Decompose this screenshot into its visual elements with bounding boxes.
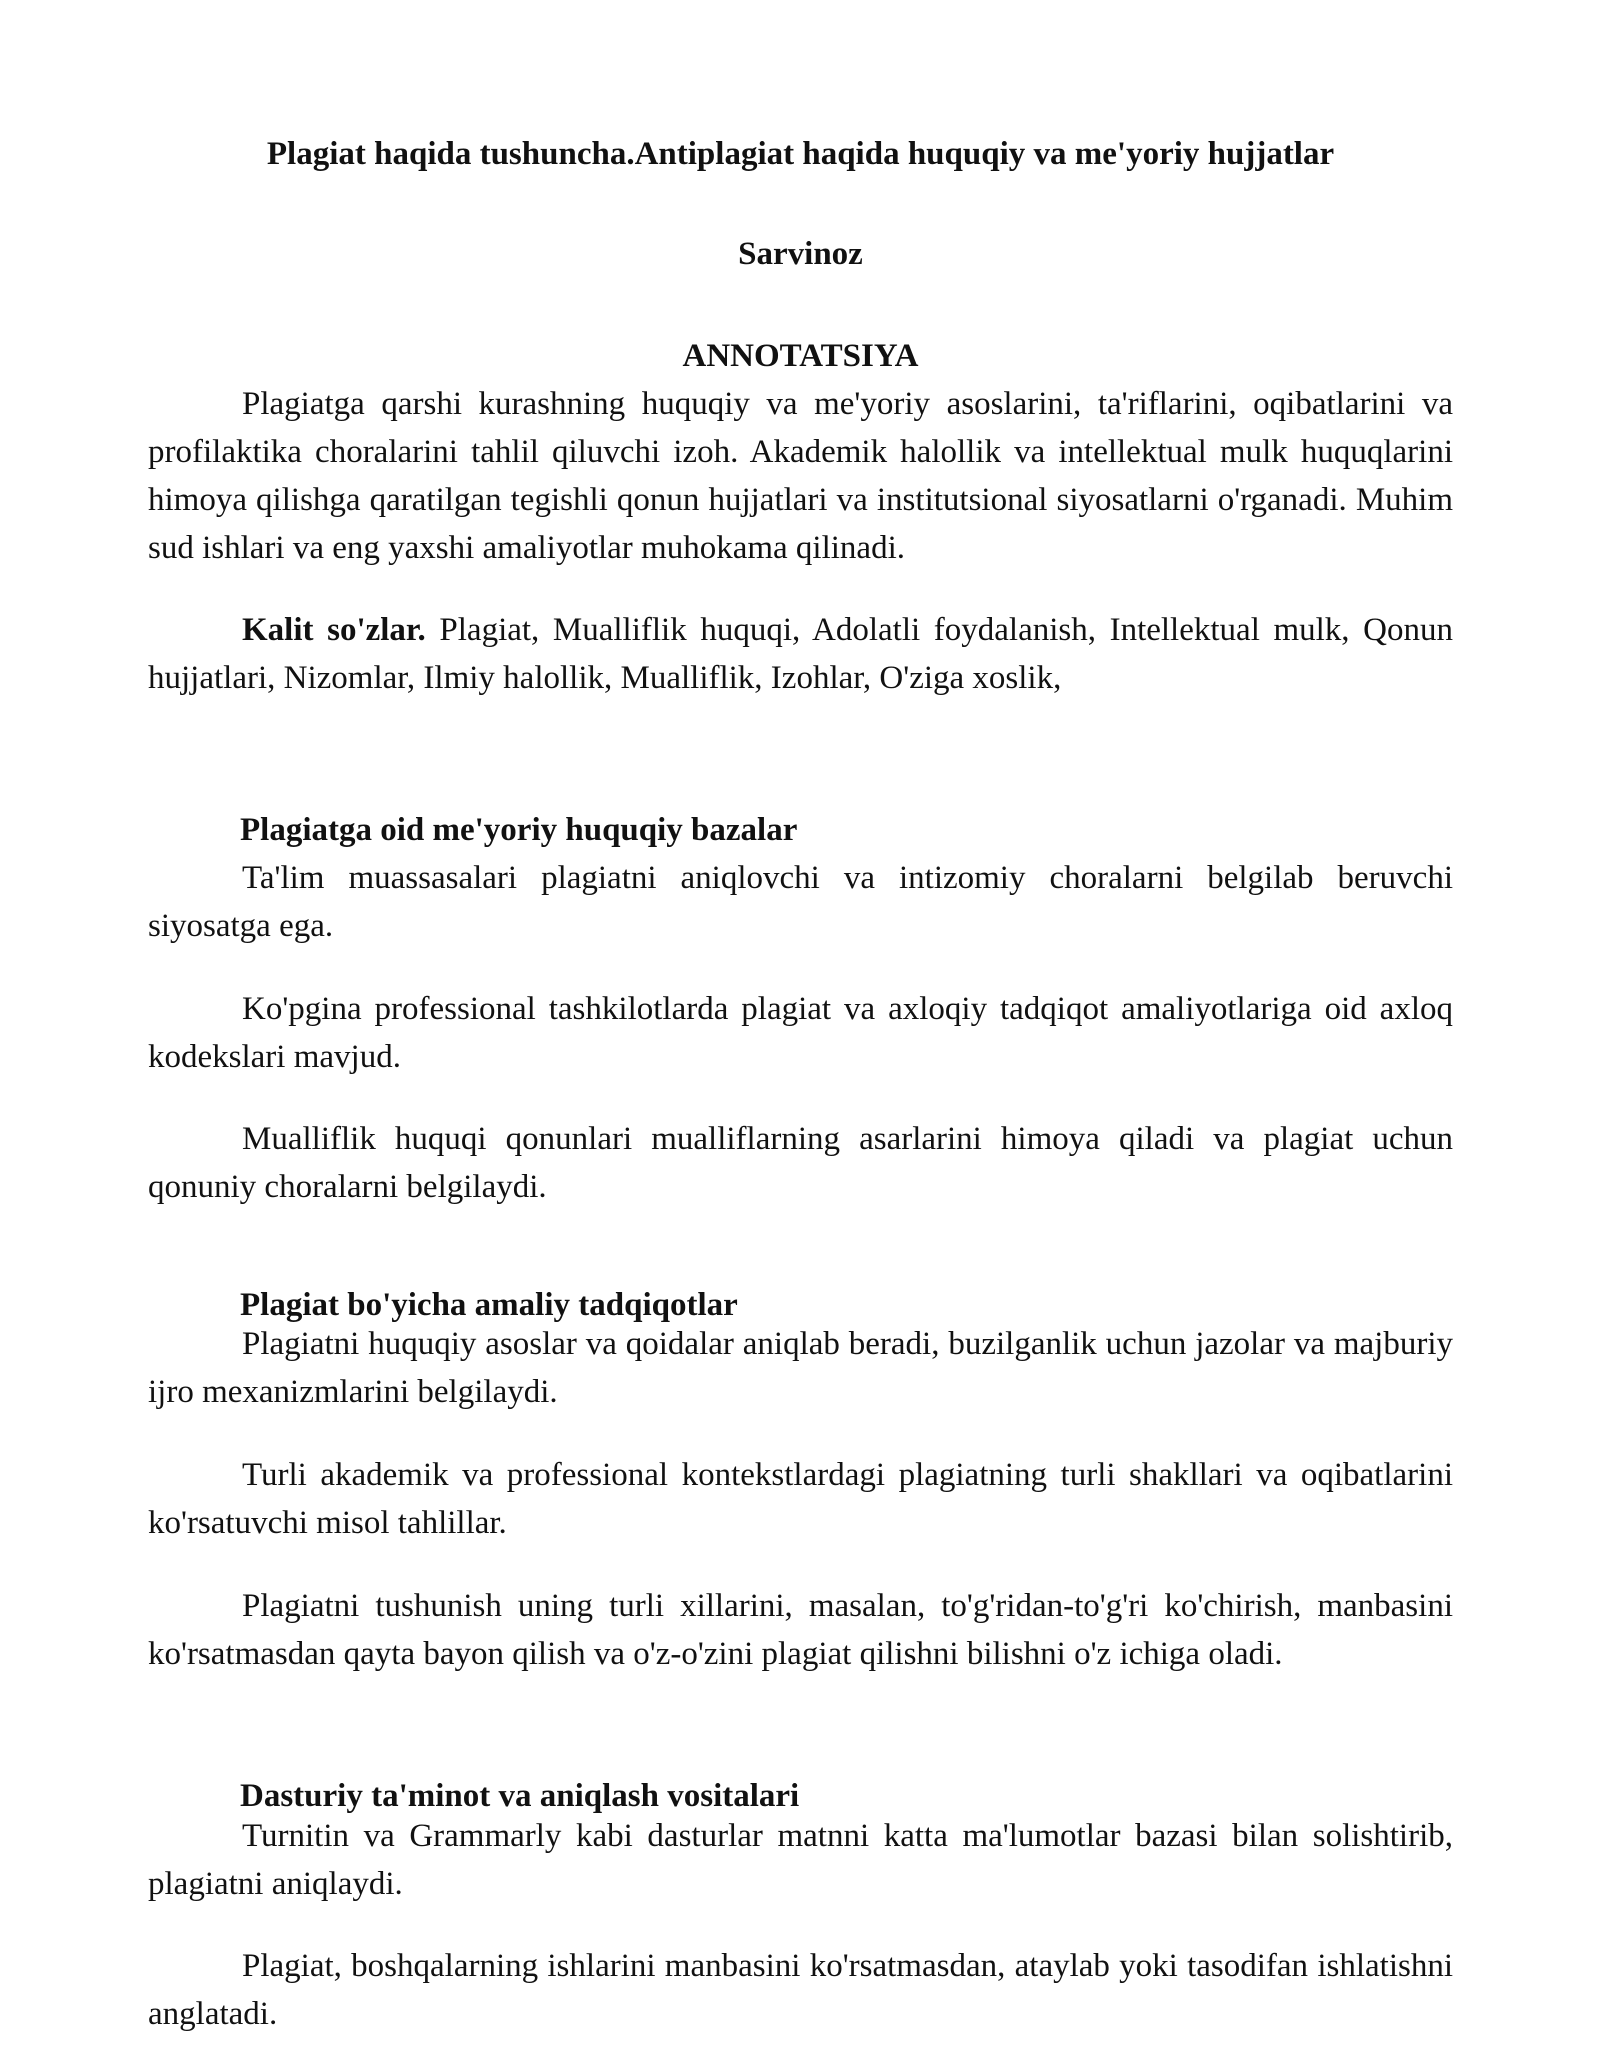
section-3-paragraph-2: Plagiat, boshqalarning ishlarini manbasini ko'rsatmasdan, ataylab yoki tasodifan ishlatishni anglatadi.: [148, 1948, 1453, 2032]
section-2-paragraph-3: Plagiatni tushunish uning turli xillarini, masalan, to'g'ridan-to'g'ri ko'chirish, manbasini ko'rsatmasdan qayta bayon qilish va o'z-o'zini plagiat qilishni bilishni o'z ichiga oladi.: [148, 1588, 1453, 1672]
annotation-text: Plagiatga qarshi kurashning huquqiy va me'yoriy asoslarini, ta'riflarini, oqibatlarini va profilaktika choralarini tahlil qiluvchi izoh. Akademik halollik va intellektual mulk huquqlarini himoya qilishga qaratilgan tegishli qonun hujjatlari va institutsional siyosatlarni o'rganadi. Muhim sud ishlari va eng yaxshi amaliyotlar muhokama qilinadi.: [148, 386, 1453, 566]
keywords-paragraph: [148, 606, 1453, 702]
section-heading-3: Dasturiy ta'minot va aniqlash vositalari: [240, 1778, 800, 1814]
document-title: Plagiat haqida tushuncha.Antiplagiat haqida huquqiy va me'yoriy hujjatlar: [266, 136, 1335, 172]
section-heading-2: Plagiat bo'yicha amaliy tadqiqotlar: [240, 1287, 738, 1323]
annotation-heading: ANNOTATSIYA: [682, 338, 919, 374]
keywords-text: Plagiat, Mualliflik huquqi, Adolatli foydalanish, Intellektual mulk, Qonun hujjatlari, Nizomlar, Ilmiy halollik, Mualliflik, Izohlar, O'ziga xoslik,: [148, 612, 1453, 696]
section-2-paragraph-2: Turli akademik va professional kontekstlardagi plagiatning turli shakllari va oqibatlarini ko'rsatuvchi misol tahlillar.: [148, 1457, 1453, 1541]
section-1-paragraph-3: Mualliflik huquqi qonunlari mualliflarning asarlarini himoya qiladi va plagiat uchun qonuniy choralarni belgilaydi.: [148, 1121, 1453, 1205]
section-1-paragraph-1: Ta'lim muassasalari plagiatni aniqlovchi va intizomiy choralarni belgilab beruvchi siyosatga ega.: [148, 860, 1453, 944]
author-name: Sarvinoz: [738, 236, 863, 272]
section-3-paragraph-1: Turnitin va Grammarly kabi dasturlar matnni katta ma'lumotlar bazasi bilan solishtirib, plagiatni aniqlaydi.: [148, 1818, 1453, 1902]
section-1-paragraph-2: Ko'pgina professional tashkilotlarda plagiat va axloqiy tadqiqot amaliyotlariga oid axloq kodekslari mavjud.: [148, 991, 1453, 1075]
section-heading-1: Plagiatga oid me'yoriy huquqiy bazalar: [240, 812, 798, 848]
section-2-paragraph-1: Plagiatni huquqiy asoslar va qoidalar aniqlab beradi, buzilganlik uchun jazolar va majburiy ijro mexanizmlarini belgilaydi.: [148, 1326, 1453, 1410]
keywords-label: Kalit so'zlar.: [242, 612, 426, 648]
